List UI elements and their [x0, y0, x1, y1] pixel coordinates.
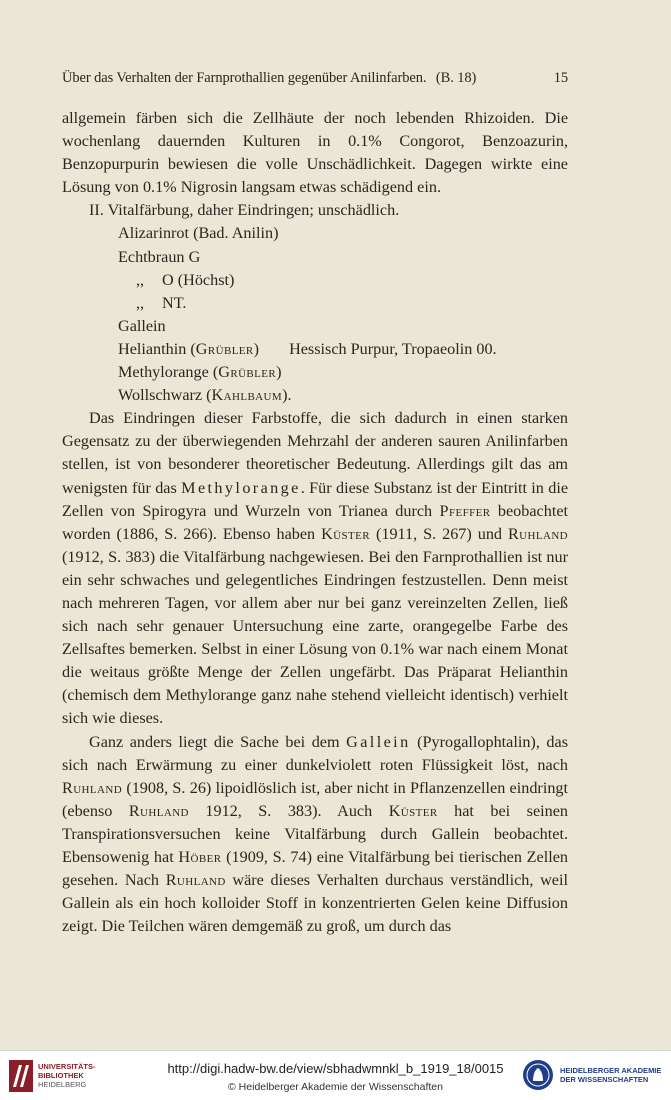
paragraph-1: allgemein färben sich die Zellhäute der noch lebenden Rhizoiden. Die wochenlang dauernden Kulturen in 0.1% Congorot, Benzoazurin, Benzopurpurin bewiesen die volle Unschädlichkeit. Dagegen wirkte eine Lösung von 0.1% Nigrosin langsam etwas schädigend ein. — [62, 109, 568, 197]
text-run: (Pyrogallophtalin), das sich nach Erwärmung zu einer dunkelviolett roten Flüssigkeit löst, nach — [62, 732, 568, 774]
permalink-url[interactable]: http://digi.hadw-bw.de/view/sbhadwmnkl_b_1919_18/0015 — [167, 1061, 504, 1076]
author-name: Ruhland — [62, 778, 123, 797]
author-name: Küster — [321, 524, 371, 543]
text-run: (1908, S. 26) lipoidlöslich ist, aber nicht in Pflanzenzellen eindringt (ebenso — [62, 778, 568, 820]
list-item-text: Wollschwarz ( — [118, 386, 212, 405]
copyright-notice: © Heidelberger Akademie der Wissenschaften — [228, 1081, 443, 1093]
list-item-hessisch-purpur: Hessisch Purpur, Tropaeolin 00. — [289, 339, 497, 358]
text-run: 1912, S. 383). Auch — [188, 801, 389, 820]
viewer-footer — [0, 1050, 671, 1100]
list-item-text: Methylorange ( — [118, 363, 219, 382]
list-item-gallein: Gallein — [118, 316, 166, 335]
text-run: Ganz anders liegt die Sache bei dem — [89, 732, 347, 751]
running-head-title: Über das Verhalten der Farnprothallien gegenüber Anilinfarben. — [62, 70, 427, 86]
emphasis-spaced: Gallein — [346, 732, 411, 751]
list-item-text: ) — [276, 363, 282, 382]
text-run: . Für diese Substanz ist der Eintritt in die Zellen von Spirogyra und Wurzeln von Trianea durch — [62, 478, 569, 520]
text-run: (1909, S. 74) eine Vitalfärbung bei tierischen Zellen gesehen. Nach — [62, 848, 568, 890]
emphasis-spaced: Methylorange — [181, 478, 301, 497]
text-run: wäre dieses Verhalten durchaus verständlich, weil Gallein als ein hoch kolloider Stoff in konzentrierten Gelen keine Diffusion zeigt. Die Teilchen wären demgemäß zu groß, um durch das — [62, 871, 568, 936]
paragraph-3 — [62, 731, 568, 939]
text-run: (1911, S. 267) und — [370, 524, 508, 543]
list-item-text: ). — [282, 386, 292, 405]
university-city: HEIDELBERG — [38, 1080, 87, 1089]
author-name: Grübler — [195, 339, 254, 358]
list-heading: II. Vitalfärbung, daher Eindringen; unschädlich. — [89, 201, 400, 220]
list-item-text: ) — [253, 339, 260, 358]
university-label: UNIVERSITÄTS- BIBLIOTHEK — [38, 1062, 96, 1080]
body-text — [62, 107, 568, 938]
dye-list — [62, 199, 568, 407]
list-item-methylorange — [62, 361, 568, 384]
list-item-alizarinrot: Alizarinrot (Bad. Anilin) — [118, 224, 279, 243]
ditto-mark: ,, — [135, 270, 145, 289]
list-item-helianthin — [62, 338, 568, 361]
list-item-wollschwarz — [62, 384, 568, 407]
ditto-mark: ,, — [135, 293, 145, 312]
paragraph-2 — [62, 407, 568, 730]
list-item-echtbraun-nt — [62, 292, 568, 315]
text-run: (1912, S. 383) die Vitalfärbung nachgewiesen. Bei den Farnprothallien ist nur ein sehr schwaches und gelegentliches Eindringen festzustellen. Denn meist nach mehreren Tagen, vor allem aber nur bei ganz vereinzelten Zellen, ließ sich nach sehr genauer Untersuchung eine zarte, orangegelbe Farbe des Zellsaftes bemerken. Selbst in einer Lösung von 0.1% war nach einem Monat die weitaus größte Menge der Zellen ungefärbt. Das Präparat Helianthin (chemisch dem Methylorange ganz nahe stehend vielleicht identisch) verhielt sich wie dieses. — [62, 547, 568, 728]
author-name: Ruhland — [507, 524, 569, 543]
author-name: Kahlbaum — [211, 386, 283, 405]
running-head-ref: (B. 18) — [435, 70, 477, 86]
author-name: Höber — [178, 848, 222, 866]
author-name: Ruhland — [165, 871, 226, 890]
academy-name: HEIDELBERGER AKADEMIE DER WISSENSCHAFTEN — [560, 1066, 662, 1084]
author-name: Grübler — [218, 363, 277, 382]
list-item-text: NT. — [162, 293, 187, 312]
author-name: Küster — [388, 801, 438, 820]
list-item-echtbraun-g: Echtbraun G — [118, 247, 201, 266]
academy-seal-icon — [522, 1059, 554, 1091]
list-item-text: O (Höchst) — [162, 270, 235, 289]
author-name: Ruhland — [128, 801, 189, 820]
list-item-text: Helianthin ( — [118, 339, 196, 358]
page-number: 15 — [553, 70, 568, 86]
running-head — [62, 70, 568, 87]
list-item-echtbraun-o — [62, 269, 568, 292]
text-run: Das Eindringen dieser Farbstoffe, die sich dadurch in einen starken Gegensatz zu der überwiegenden Mehrzahl der anderen sauren Anilinfarben stellen, ist von besonderer theoretischer Bedeutung. Allerdings gilt das am wenigsten für das — [62, 409, 568, 497]
author-name: Pfeffer — [439, 501, 491, 520]
text-run: beobachtet worden (1886, S. 266). Ebenso haben — [62, 501, 569, 543]
text-run: hat bei seinen Transpirationsversuchen keine Vitalfärbung durch Gallein beobachtet. Ebensowenig hat — [62, 801, 569, 866]
